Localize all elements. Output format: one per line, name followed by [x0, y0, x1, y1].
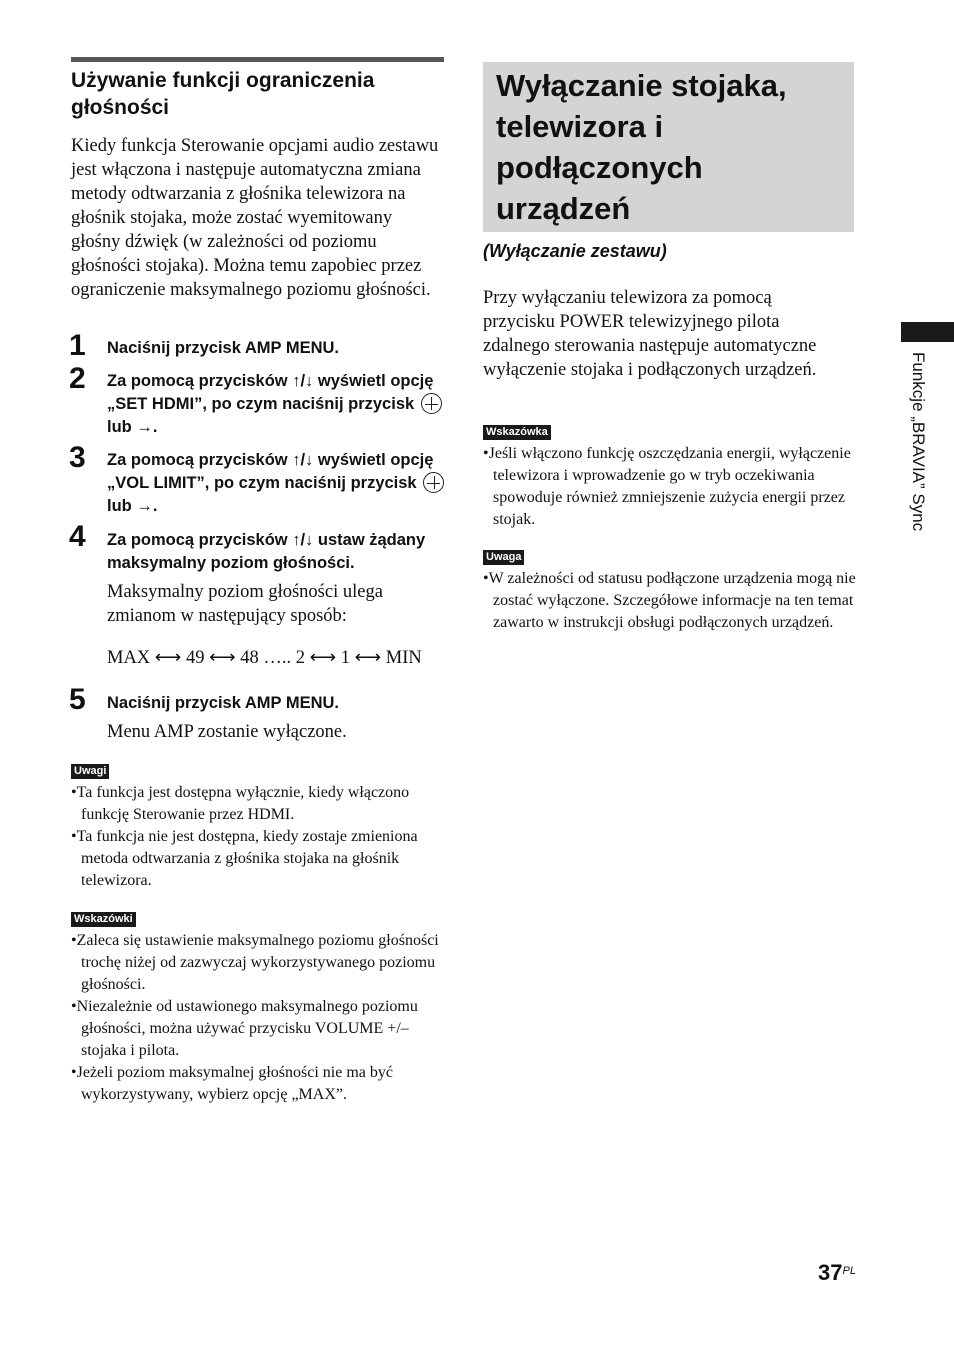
step-4-text: Za pomocą przycisków ↑/↓ ustaw żądany maksymalny poziom głośności. [107, 531, 426, 572]
step-3-text: Za pomocą przycisków ↑/↓ wyświetl opcję „VOL LIMIT”, po czym naciśnij przycisk lub →. [107, 449, 452, 518]
chapter-tab-label: Funkcje „BRAVIA” Sync [909, 352, 928, 532]
step-number-1: 1 [69, 329, 86, 362]
right-body-paragraph: Przy wyłączaniu telewizora za pomocą przycisku POWER telewizyjnego pilota zdalnego sterowania następuje automatyczne wyłączenie stojaka i podłączonych urządzeń. [483, 288, 817, 380]
list-item: • W zależności od statusu podłączone urządzenia mogą nie zostać wyłączone. Szczegółowe informacje na ten temat zawarto w instrukcji obsługi podłączonych urządzeń. [483, 568, 858, 634]
list-item: • Zaleca się ustawienie maksymalnego poziomu głośności trochę niżej od zazwyczaj wykorzystywanego poziomu głośności. [71, 930, 446, 996]
step-2-text: Za pomocą przycisków ↑/↓ wyświetl opcję „SET HDMI”, po czym naciśnij przycisk lub →. [107, 370, 452, 439]
step-number-5: 5 [69, 683, 86, 716]
list-item: • Jeśli włączono funkcję oszczędzania energii, wyłączenie telewizora i wprowadzenie go w tryb oczekiwania spowoduje również zmniejszenie zużycia energii przez stojak. [483, 443, 858, 531]
intro-paragraph: Kiedy funkcja Sterowanie opcjami audio zestawu jest włączona i następuje automatyczna zmiana metody odtwarzania z głośnika telewizora na głośnik stojaka, może zostać wyemitowany głośny dźwięk (w zależności od poziomu głośności stojaka). Można temu zapobiec przez ograniczenie maksymalnego poziomu głośności. [71, 136, 439, 300]
chapter-subtitle: (Wyłączanie zestawu) [483, 241, 667, 261]
chapter-title-box [483, 62, 854, 232]
right-tips-list [483, 443, 858, 531]
notes-list [71, 782, 446, 892]
step-number-2: 2 [69, 362, 86, 395]
chapter-tab-marker [901, 322, 954, 342]
section-rule [71, 57, 444, 62]
list-item: • Jeżeli poziom maksymalnej głośności nie ma być wykorzystywany, wybierz opcję „MAX”. [71, 1062, 446, 1106]
enter-joystick-icon [423, 472, 444, 493]
chapter-title: Wyłączanie stojaka, telewizora i podłączonych urządzeń [496, 68, 787, 226]
volume-scale: MAX ⟷ 49 ⟷ 48 ….. 2 ⟷ 1 ⟷ MIN [107, 648, 422, 668]
enter-joystick-icon [421, 393, 442, 414]
right-notes-list [483, 568, 858, 634]
tips-label: Wskazówki [71, 909, 136, 927]
step-number-3: 3 [69, 441, 86, 474]
step-1-text: Naciśnij przycisk AMP MENU. [107, 339, 339, 357]
step-4-description: Maksymalny poziom głośności ulega zmianom w następujący sposób: [107, 582, 383, 626]
tips-list [71, 930, 446, 1106]
list-item: • Ta funkcja jest dostępna wyłącznie, kiedy włączono funkcję Sterowanie przez HDMI. [71, 782, 446, 826]
note-label: Uwaga [483, 547, 524, 565]
step-number-4: 4 [69, 520, 86, 553]
step-5-text: Naciśnij przycisk AMP MENU. [107, 694, 339, 712]
step-5-description: Menu AMP zostanie wyłączone. [107, 722, 347, 742]
section-heading: Używanie funkcji ograniczenia głośności [71, 69, 375, 119]
list-item: • Niezależnie od ustawionego maksymalnego poziomu głośności, można używać przycisku VOLUME +/– stojaka i pilota. [71, 996, 446, 1062]
page-number: $37^{PL}$ [818, 1260, 856, 1285]
list-item: • Ta funkcja nie jest dostępna, kiedy zostaje zmieniona metoda odtwarzania z głośnika stojaka na głośnik telewizora. [71, 826, 446, 892]
tip-label: Wskazówka [483, 422, 551, 440]
notes-label: Uwagi [71, 761, 109, 779]
